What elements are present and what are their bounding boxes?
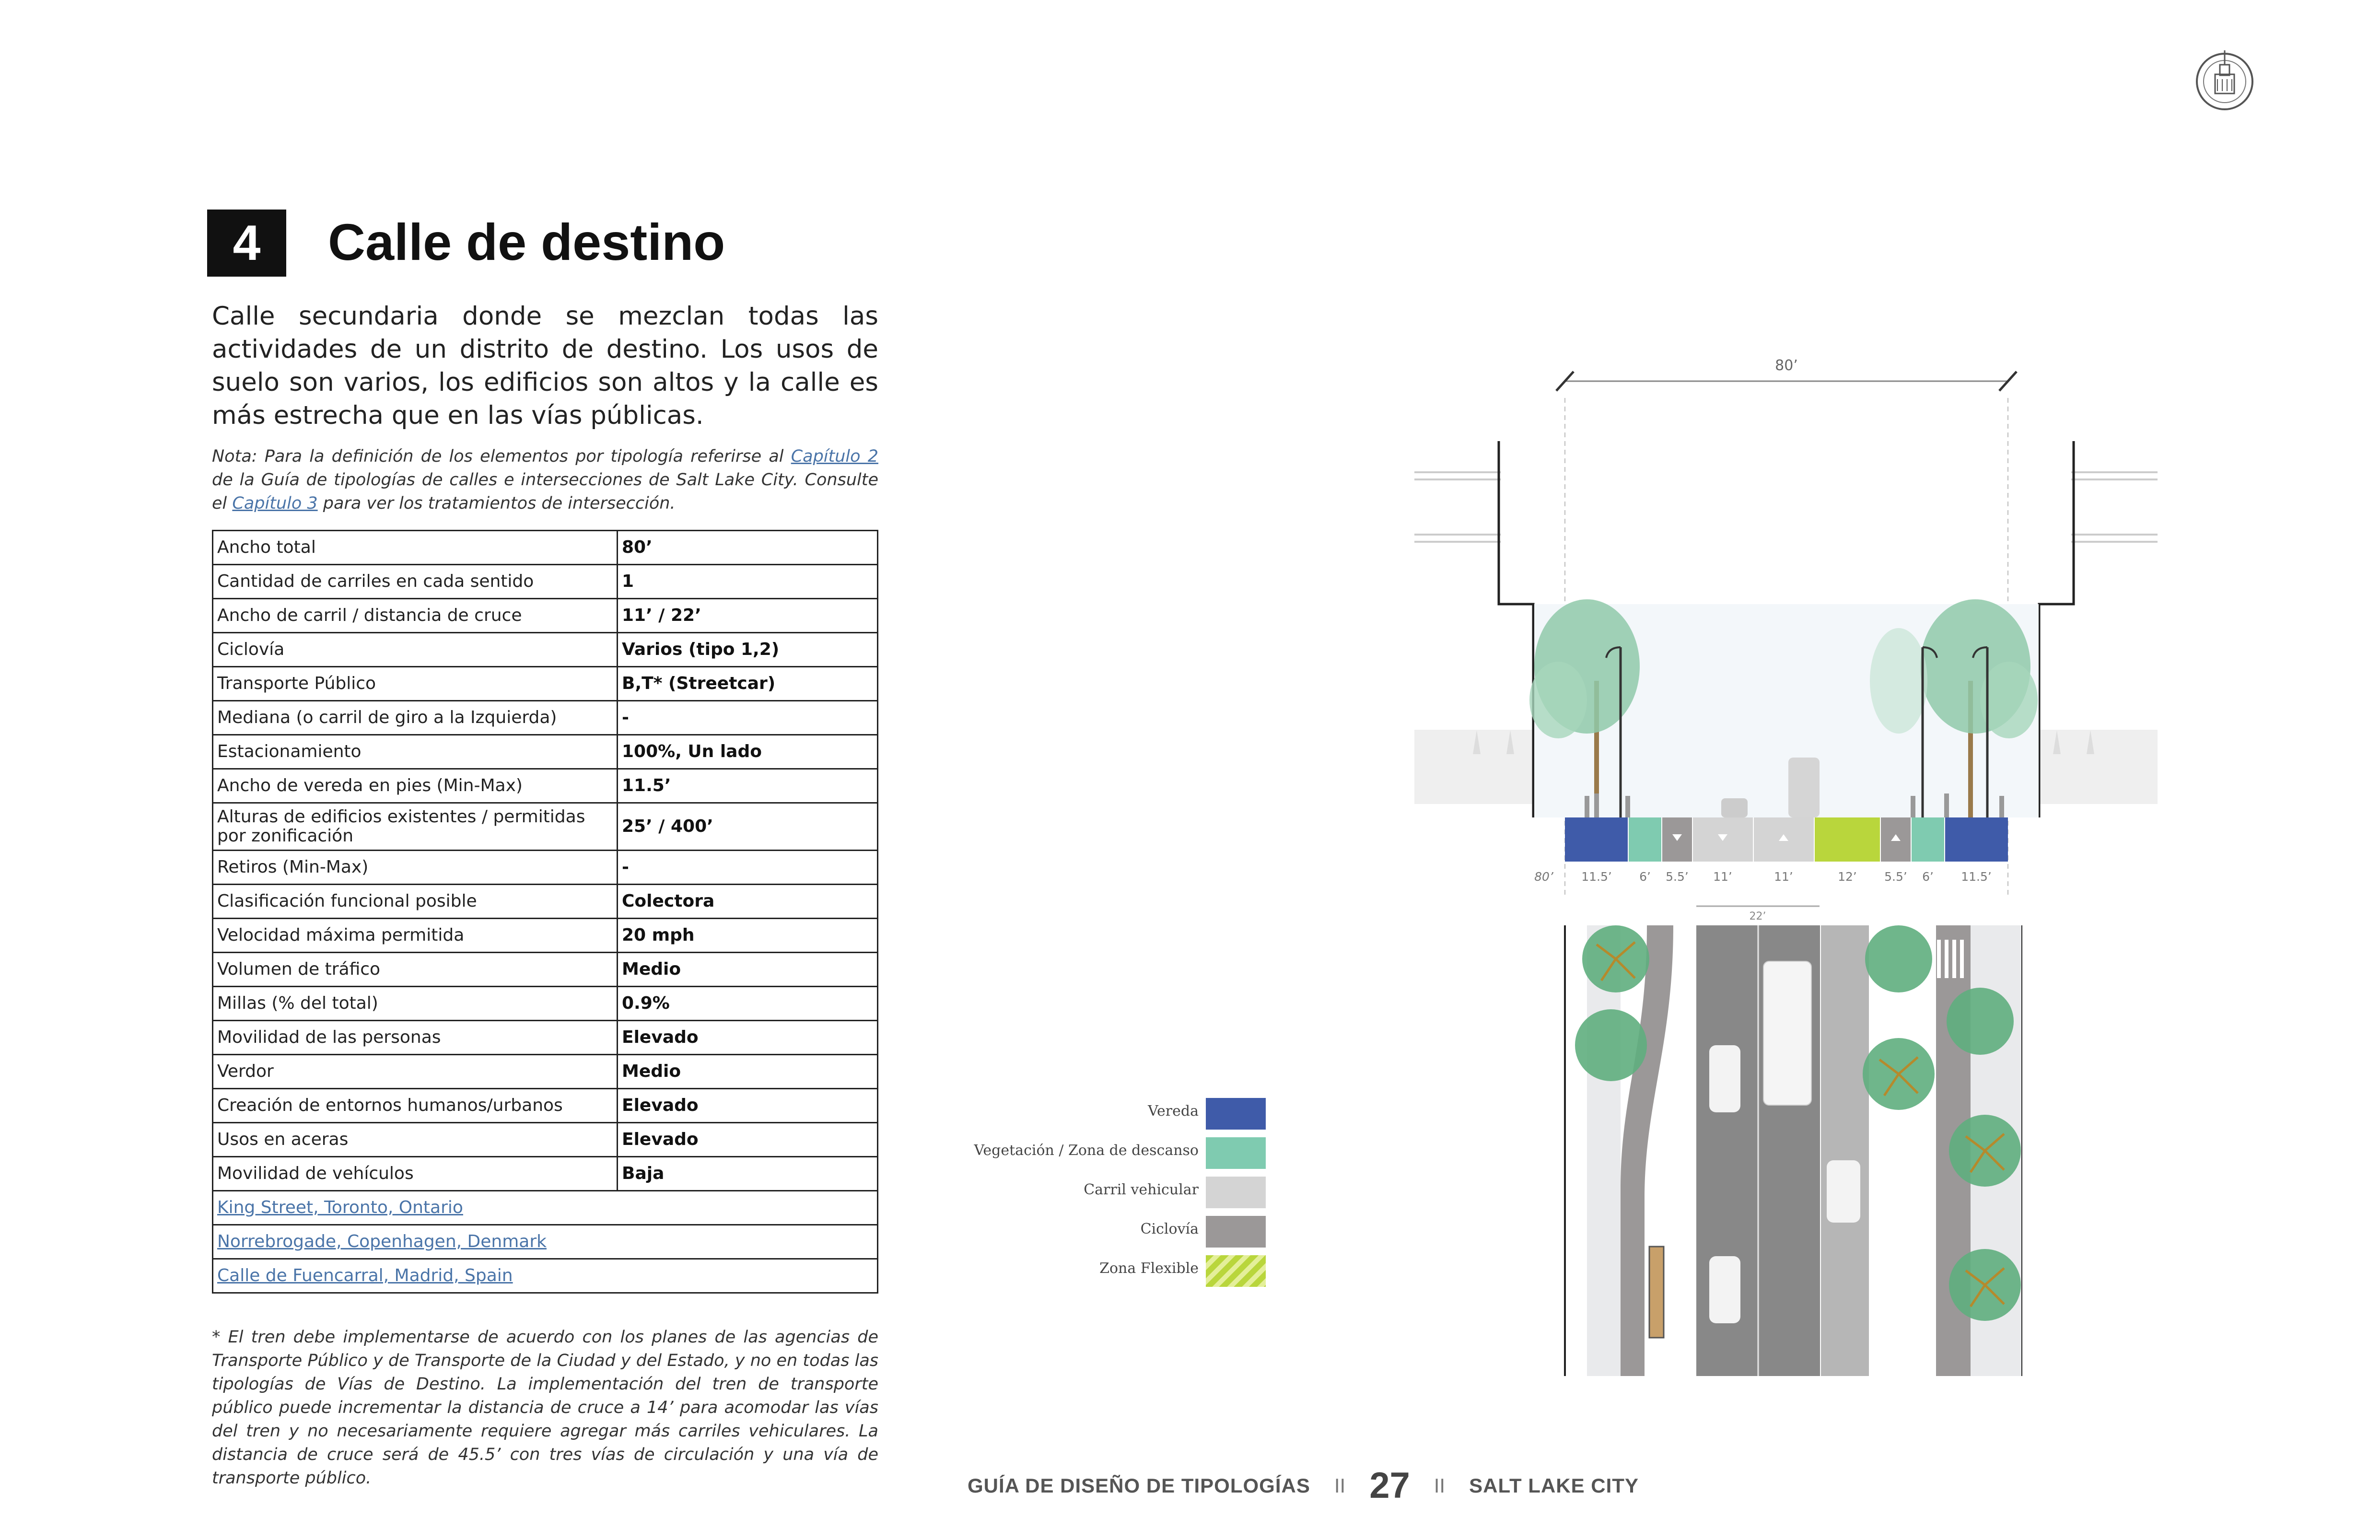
table-row (213, 953, 878, 987)
flex-zone (1815, 817, 1880, 862)
table-row (213, 1123, 878, 1157)
spec-key: Ancho de vereda en pies (Min-Max) (213, 769, 618, 803)
spec-key: Movilidad de vehículos (213, 1157, 618, 1191)
legend-item-carril (911, 1177, 1266, 1208)
table-row (213, 1259, 878, 1293)
section-color-bar (1565, 817, 2008, 862)
table-row (213, 667, 878, 701)
footnote: * El tren debe implementarse de acuerdo con los planes de las agencias de Transporte Público y de Transporte de la Ciudad y del Estado, y no en todas las tipologías de Vías de Destino. La implementación del tren de transporte público puede incrementar la distancia de cruce a 14’ para acomodar las vías del tren y no necesariamente requiere agregar más carriles vehiculares. La distancia de cruce será de 45.5’ con tres vías de circulación y una vía de transporte público. (212, 1328, 878, 1488)
table-row (213, 1055, 878, 1089)
spec-key: Cantidad de carriles en cada sentido (213, 565, 618, 599)
plan-bikelane-left (1621, 925, 1673, 1376)
spec-key: Movilidad de las personas (213, 1021, 618, 1055)
spec-value: - (618, 701, 878, 735)
footer-separator: II (1434, 1474, 1446, 1497)
plan-flex-lane (1821, 925, 1869, 1376)
spec-value: 80’ (618, 531, 878, 565)
legend-label: Vegetación / Zona de descanso (974, 1142, 1199, 1159)
spec-value: - (618, 851, 878, 885)
bench-icon (1649, 1247, 1664, 1338)
page-title: Calle de destino (328, 213, 725, 271)
note-text-1: Nota: Para la definición de los elementos por tipología referirse al (212, 447, 791, 466)
legend-item-vegetacion (911, 1137, 1266, 1169)
table-row (213, 987, 878, 1021)
table-row (213, 1191, 878, 1225)
legend-label: Vereda (1148, 1103, 1199, 1120)
spec-value: B,T* (Streetcar) (618, 667, 878, 701)
table-row (213, 919, 878, 953)
spec-key: Usos en aceras (213, 1123, 618, 1157)
spec-key: Clasificación funcional posible (213, 885, 618, 919)
spec-key: Alturas de edificios existentes / permitidas por zonificación (213, 803, 618, 851)
dim-label: 5.5’ (1884, 870, 1907, 884)
spec-value: Baja (618, 1157, 878, 1191)
table-row (213, 599, 878, 633)
spec-key: Volumen de tráfico (213, 953, 618, 987)
table-row (213, 885, 878, 919)
bus-icon (1763, 961, 1811, 1105)
planting-left (1629, 817, 1661, 862)
note-paragraph (212, 445, 878, 515)
note-text-3: para ver los tratamientos de intersección. (317, 494, 676, 513)
spec-value: Varios (tipo 1,2) (618, 633, 878, 667)
legend-item-zona-flexible (911, 1255, 1266, 1287)
sidewalk-left (1565, 817, 1628, 862)
row-width-label: 80’ (1534, 870, 1553, 884)
legend-item-ciclovia (911, 1216, 1266, 1248)
table-row (213, 1089, 878, 1123)
spec-key: Mediana (o carril de giro a la Izquierda) (213, 701, 618, 735)
spec-value: Medio (618, 953, 878, 987)
street-section-diagram (1414, 336, 2158, 897)
plan-sidewalk-left (1587, 925, 1621, 1376)
legend-swatch (1206, 1177, 1266, 1208)
page-number: 27 (1369, 1465, 1410, 1506)
chapter-3-link[interactable]: Capítulo 3 (232, 494, 318, 513)
street-plan-diagram (1563, 901, 2023, 1376)
dim-label: 11’ (1713, 870, 1732, 884)
footer-separator: II (1334, 1474, 1346, 1497)
footer-city: SALT LAKE CITY (1469, 1474, 1639, 1497)
spec-value: 0.9% (618, 987, 878, 1021)
example-link-copenhagen[interactable]: Norrebrogade, Copenhagen, Denmark (213, 1225, 878, 1259)
dim-label: 12’ (1838, 870, 1857, 884)
car-icon (1709, 1256, 1740, 1323)
crossing-width-label: 22’ (1749, 910, 1766, 922)
planting-right (1912, 817, 1944, 862)
legend-label: Ciclovía (1140, 1221, 1199, 1237)
legend-item-vereda (911, 1098, 1266, 1130)
spec-value: Elevado (618, 1021, 878, 1055)
table-row (213, 531, 878, 565)
spec-key: Verdor (213, 1055, 618, 1089)
spec-value: 25’ / 400’ (618, 803, 878, 851)
legend-swatch (1206, 1216, 1266, 1248)
chapter-2-link[interactable]: Capítulo 2 (791, 447, 878, 466)
table-row (213, 701, 878, 735)
car-icon (1827, 1160, 1860, 1223)
legend-swatch (1206, 1137, 1266, 1169)
sidewalk-right (1945, 817, 2008, 862)
total-width-label: 80’ (1775, 357, 1798, 374)
section-number: 4 (207, 210, 286, 277)
spec-key: Creación de entornos humanos/urbanos (213, 1089, 618, 1123)
table-row (213, 1157, 878, 1191)
specs-table (212, 530, 878, 1294)
legend-swatch (1206, 1255, 1266, 1287)
table-row (213, 1225, 878, 1259)
city-seal-logo (2193, 46, 2256, 117)
spec-key: Ancho de carril / distancia de cruce (213, 599, 618, 633)
legend-label: Zona Flexible (1099, 1260, 1199, 1277)
spec-key: Estacionamiento (213, 735, 618, 769)
dim-label: 6’ (1922, 870, 1934, 884)
table-row (213, 769, 878, 803)
dim-label: 11.5’ (1581, 870, 1612, 884)
dim-label: 11’ (1774, 870, 1793, 884)
note-text-2: de la Guía de tipologías de calles e intersecciones de Salt Lake City. Consulte el (212, 470, 878, 513)
car-icon (1709, 1045, 1740, 1112)
lane-dimensions (1534, 870, 1992, 884)
spec-value: 100%, Un lado (618, 735, 878, 769)
footer-guide-title: GUÍA DE DISEÑO DE TIPOLOGÍAS (968, 1474, 1310, 1497)
intro-paragraph: Calle secundaria donde se mezclan todas las actividades de un distrito de destino. Los usos de suelo son varios, los edificios son altos y la calle es más estrecha que en las vías públicas. (212, 302, 878, 430)
spec-value: 11’ / 22’ (618, 599, 878, 633)
spec-value: 1 (618, 565, 878, 599)
example-link-toronto[interactable]: King Street, Toronto, Ontario (213, 1191, 878, 1225)
spec-key: Millas (% del total) (213, 987, 618, 1021)
spec-key: Ancho total (213, 531, 618, 565)
spec-key: Transporte Público (213, 667, 618, 701)
example-link-madrid[interactable]: Calle de Fuencarral, Madrid, Spain (213, 1259, 878, 1293)
spec-value: Elevado (618, 1089, 878, 1123)
dim-label: 5.5’ (1666, 870, 1689, 884)
spec-key: Retiros (Min-Max) (213, 851, 618, 885)
spec-key: Velocidad máxima permitida (213, 919, 618, 953)
table-row (213, 565, 878, 599)
legend-label: Carril vehicular (1084, 1181, 1199, 1198)
spec-value: 20 mph (618, 919, 878, 953)
dim-label: 11.5’ (1961, 870, 1992, 884)
spec-key: Ciclovía (213, 633, 618, 667)
table-row (213, 851, 878, 885)
spec-value: Medio (618, 1055, 878, 1089)
table-row (213, 1021, 878, 1055)
legend-swatch (1206, 1098, 1266, 1130)
page-footer (968, 1465, 1639, 1506)
dim-label: 6’ (1639, 870, 1651, 884)
table-row (213, 735, 878, 769)
table-row (213, 633, 878, 667)
spec-value: Elevado (618, 1123, 878, 1157)
spec-value: 11.5’ (618, 769, 878, 803)
table-row (213, 803, 878, 851)
spec-value: Colectora (618, 885, 878, 919)
